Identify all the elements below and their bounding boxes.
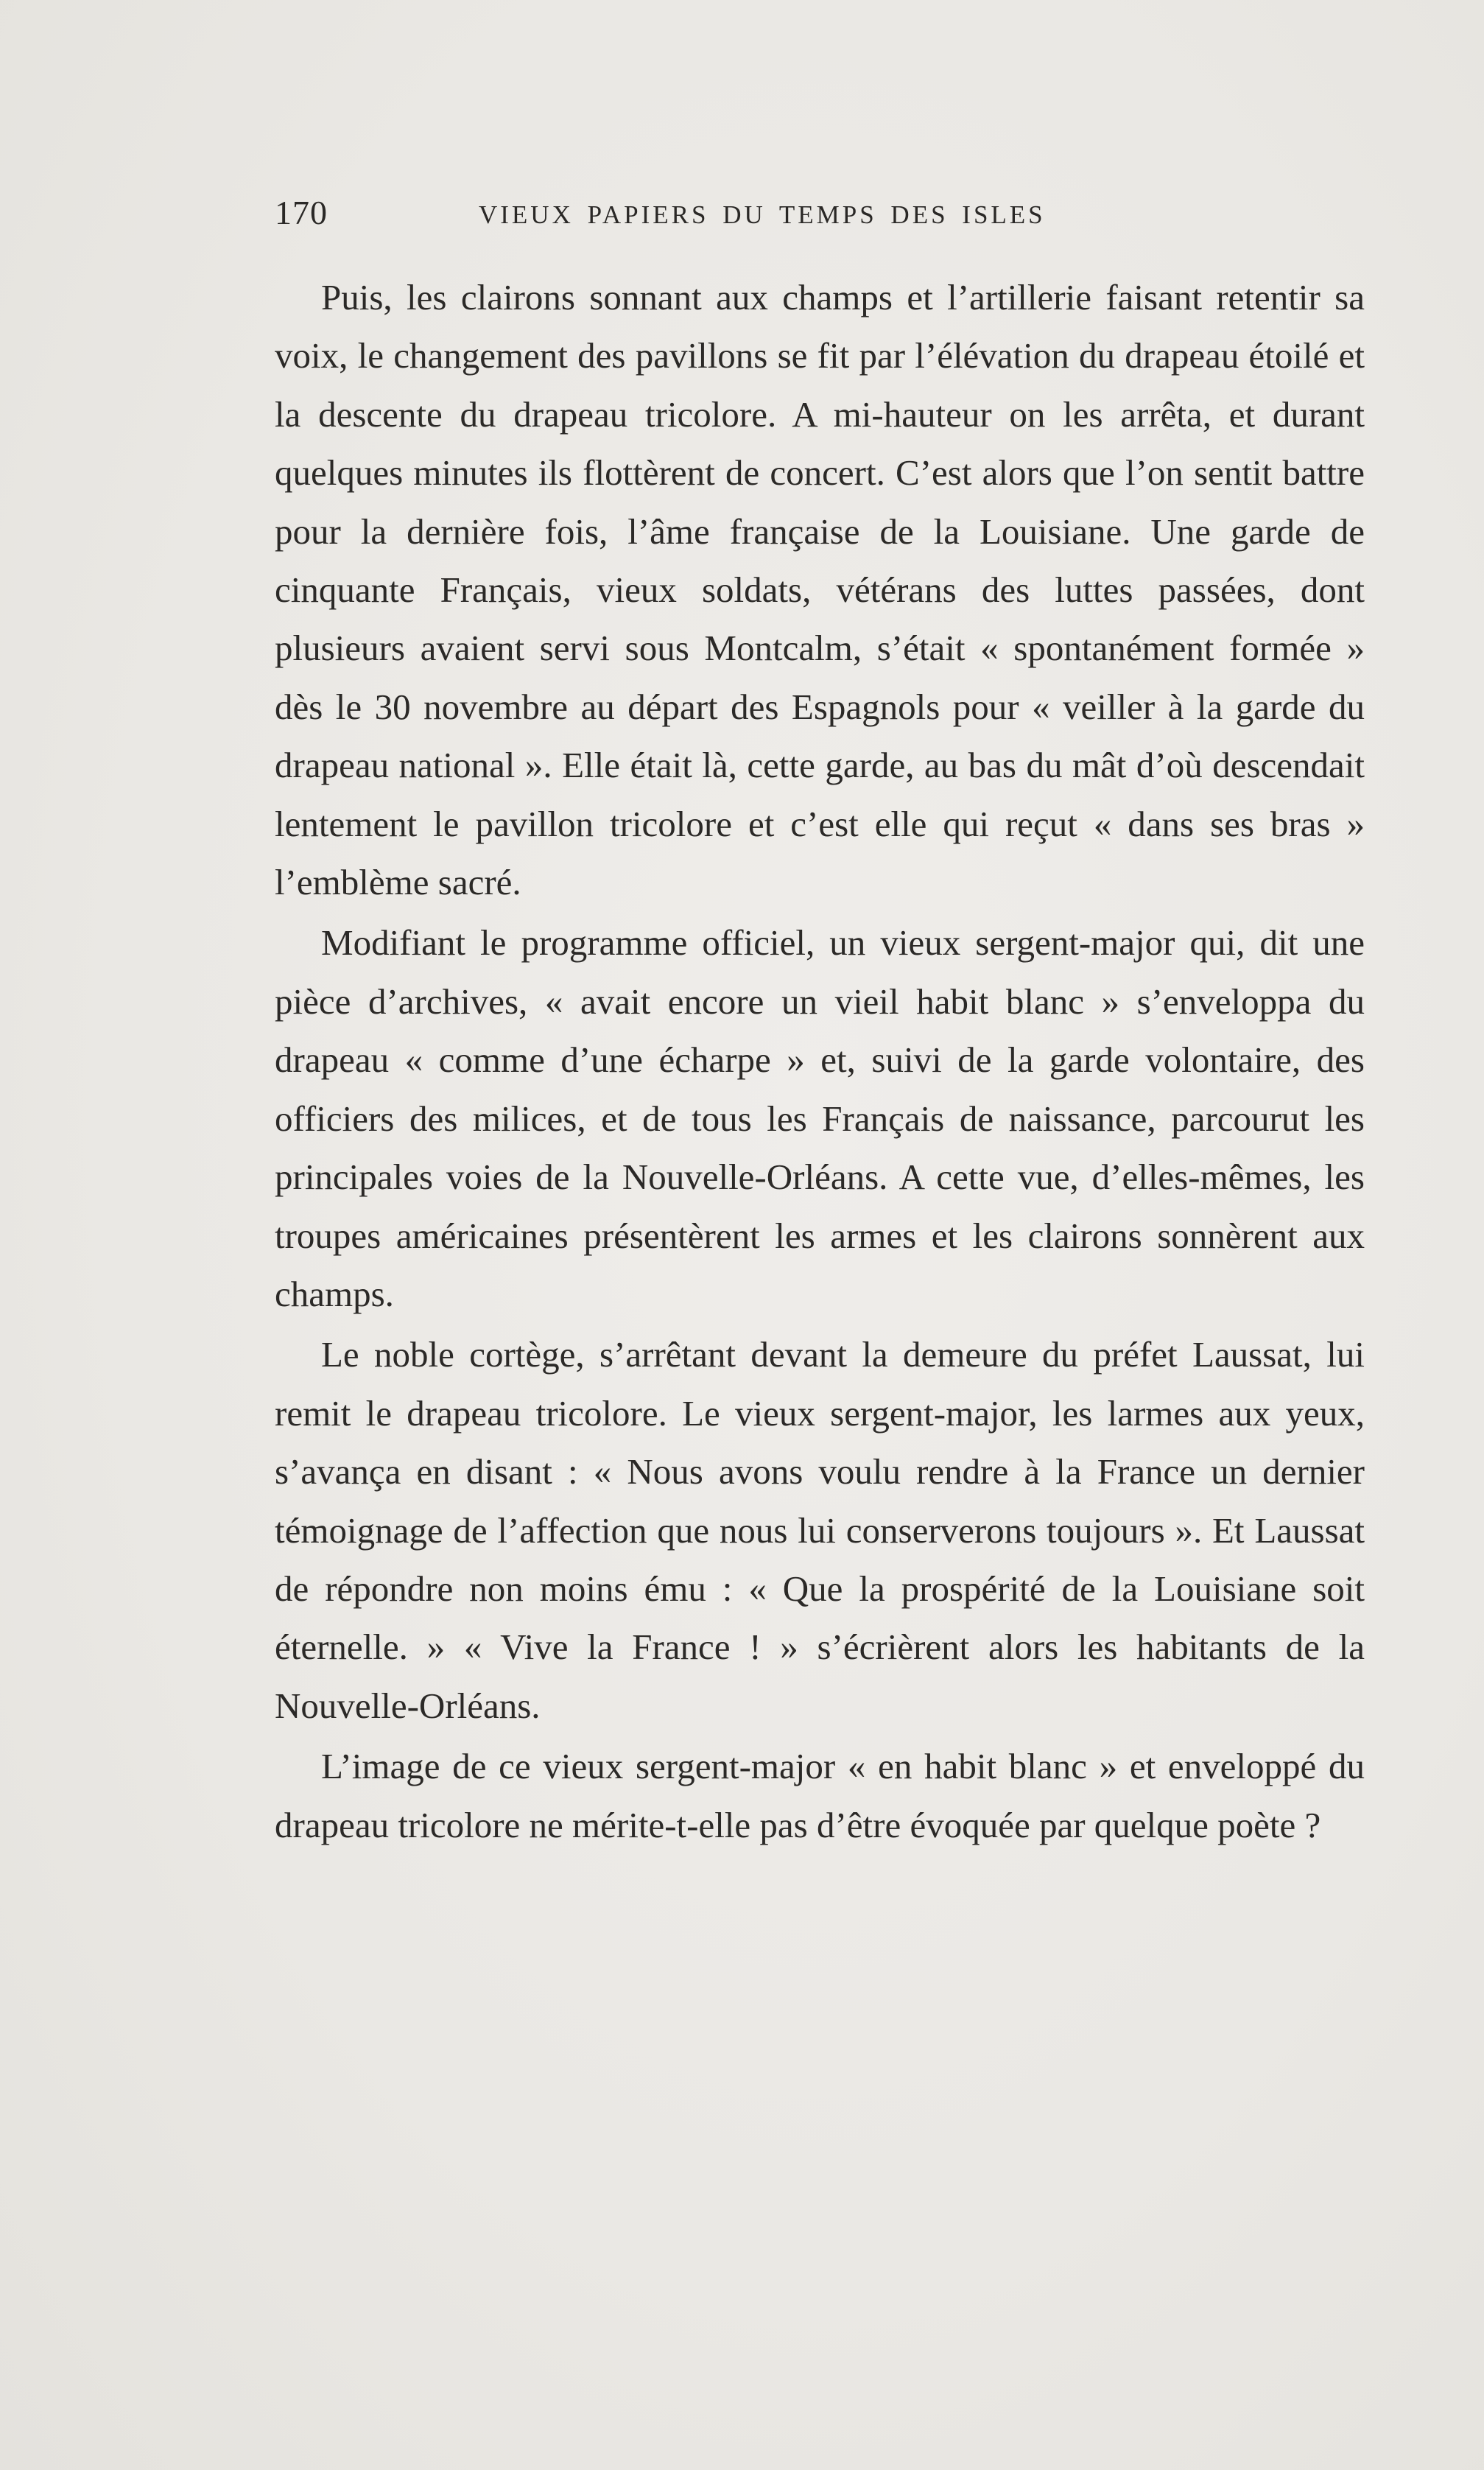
paragraph: Puis, les clairons sonnant aux champs et l’artillerie faisant retentir sa voix, le changement des pavillons se fit par l’élévation du drapeau étoilé et la descente du drapeau tricolore. A mi-hauteur on les arrêta, et durant quelques minutes ils flottèrent de concert. C’est alors que l’on sentit battre pour la dernière fois, l’âme française de la Louisiane. Une garde de cinquante Français, vieux soldats, vétérans des luttes passées, dont plusieurs avaient servi sous Montcalm, s’était « spontanément formée » dès le 30 novembre au départ des Espagnols pour « veiller à la garde du drapeau national ». Elle était là, cette garde, au bas du mât d’où descendait lentement le pavillon tricolore et c’est elle qui reçut « dans ses bras » l’emblème sacré. [275, 277, 1365, 903]
running-title: VIEUX PAPIERS DU TEMPS DES ISLES [479, 200, 1046, 229]
page-number: 170 [275, 194, 328, 231]
paragraph: Modifiant le programme officiel, un vieux sergent-major qui, dit une pièce d’archives, « avait encore un vieil habit blanc » s’enveloppa du drapeau « comme d’une écharpe » et, suivi de la garde volontaire, des officiers des milices, et de tous les Français de naissance, parcourut les principales voies de la Nouvelle-Orléans. A cette vue, d’elles-mêmes, les troupes américaines présentèrent les armes et les clairons sonnèrent aux champs. [275, 922, 1365, 1314]
paragraph: L’image de ce vieux sergent-major « en habit blanc » et enveloppé du drapeau tricolore ne mérite-t-elle pas d’être évoquée par quelque poète ? [275, 1746, 1365, 1845]
paragraph: Le noble cortège, s’arrêtant devant la demeure du préfet Laussat, lui remit le drapeau tricolore. Le vieux sergent-major, les larmes aux yeux, s’avança en disant : « Nous avons voulu rendre à la France un dernier témoignage de l’affection que nous lui conserverons toujours ». Et Laussat de répondre non moins ému : « Que la prospérité de la Louisiane soit éternelle. » « Vive la France ! » s’écrièrent alors les habitants de la Nouvelle-Orléans. [275, 1334, 1365, 1726]
body-text [275, 268, 1365, 1856]
running-head [275, 193, 1365, 237]
